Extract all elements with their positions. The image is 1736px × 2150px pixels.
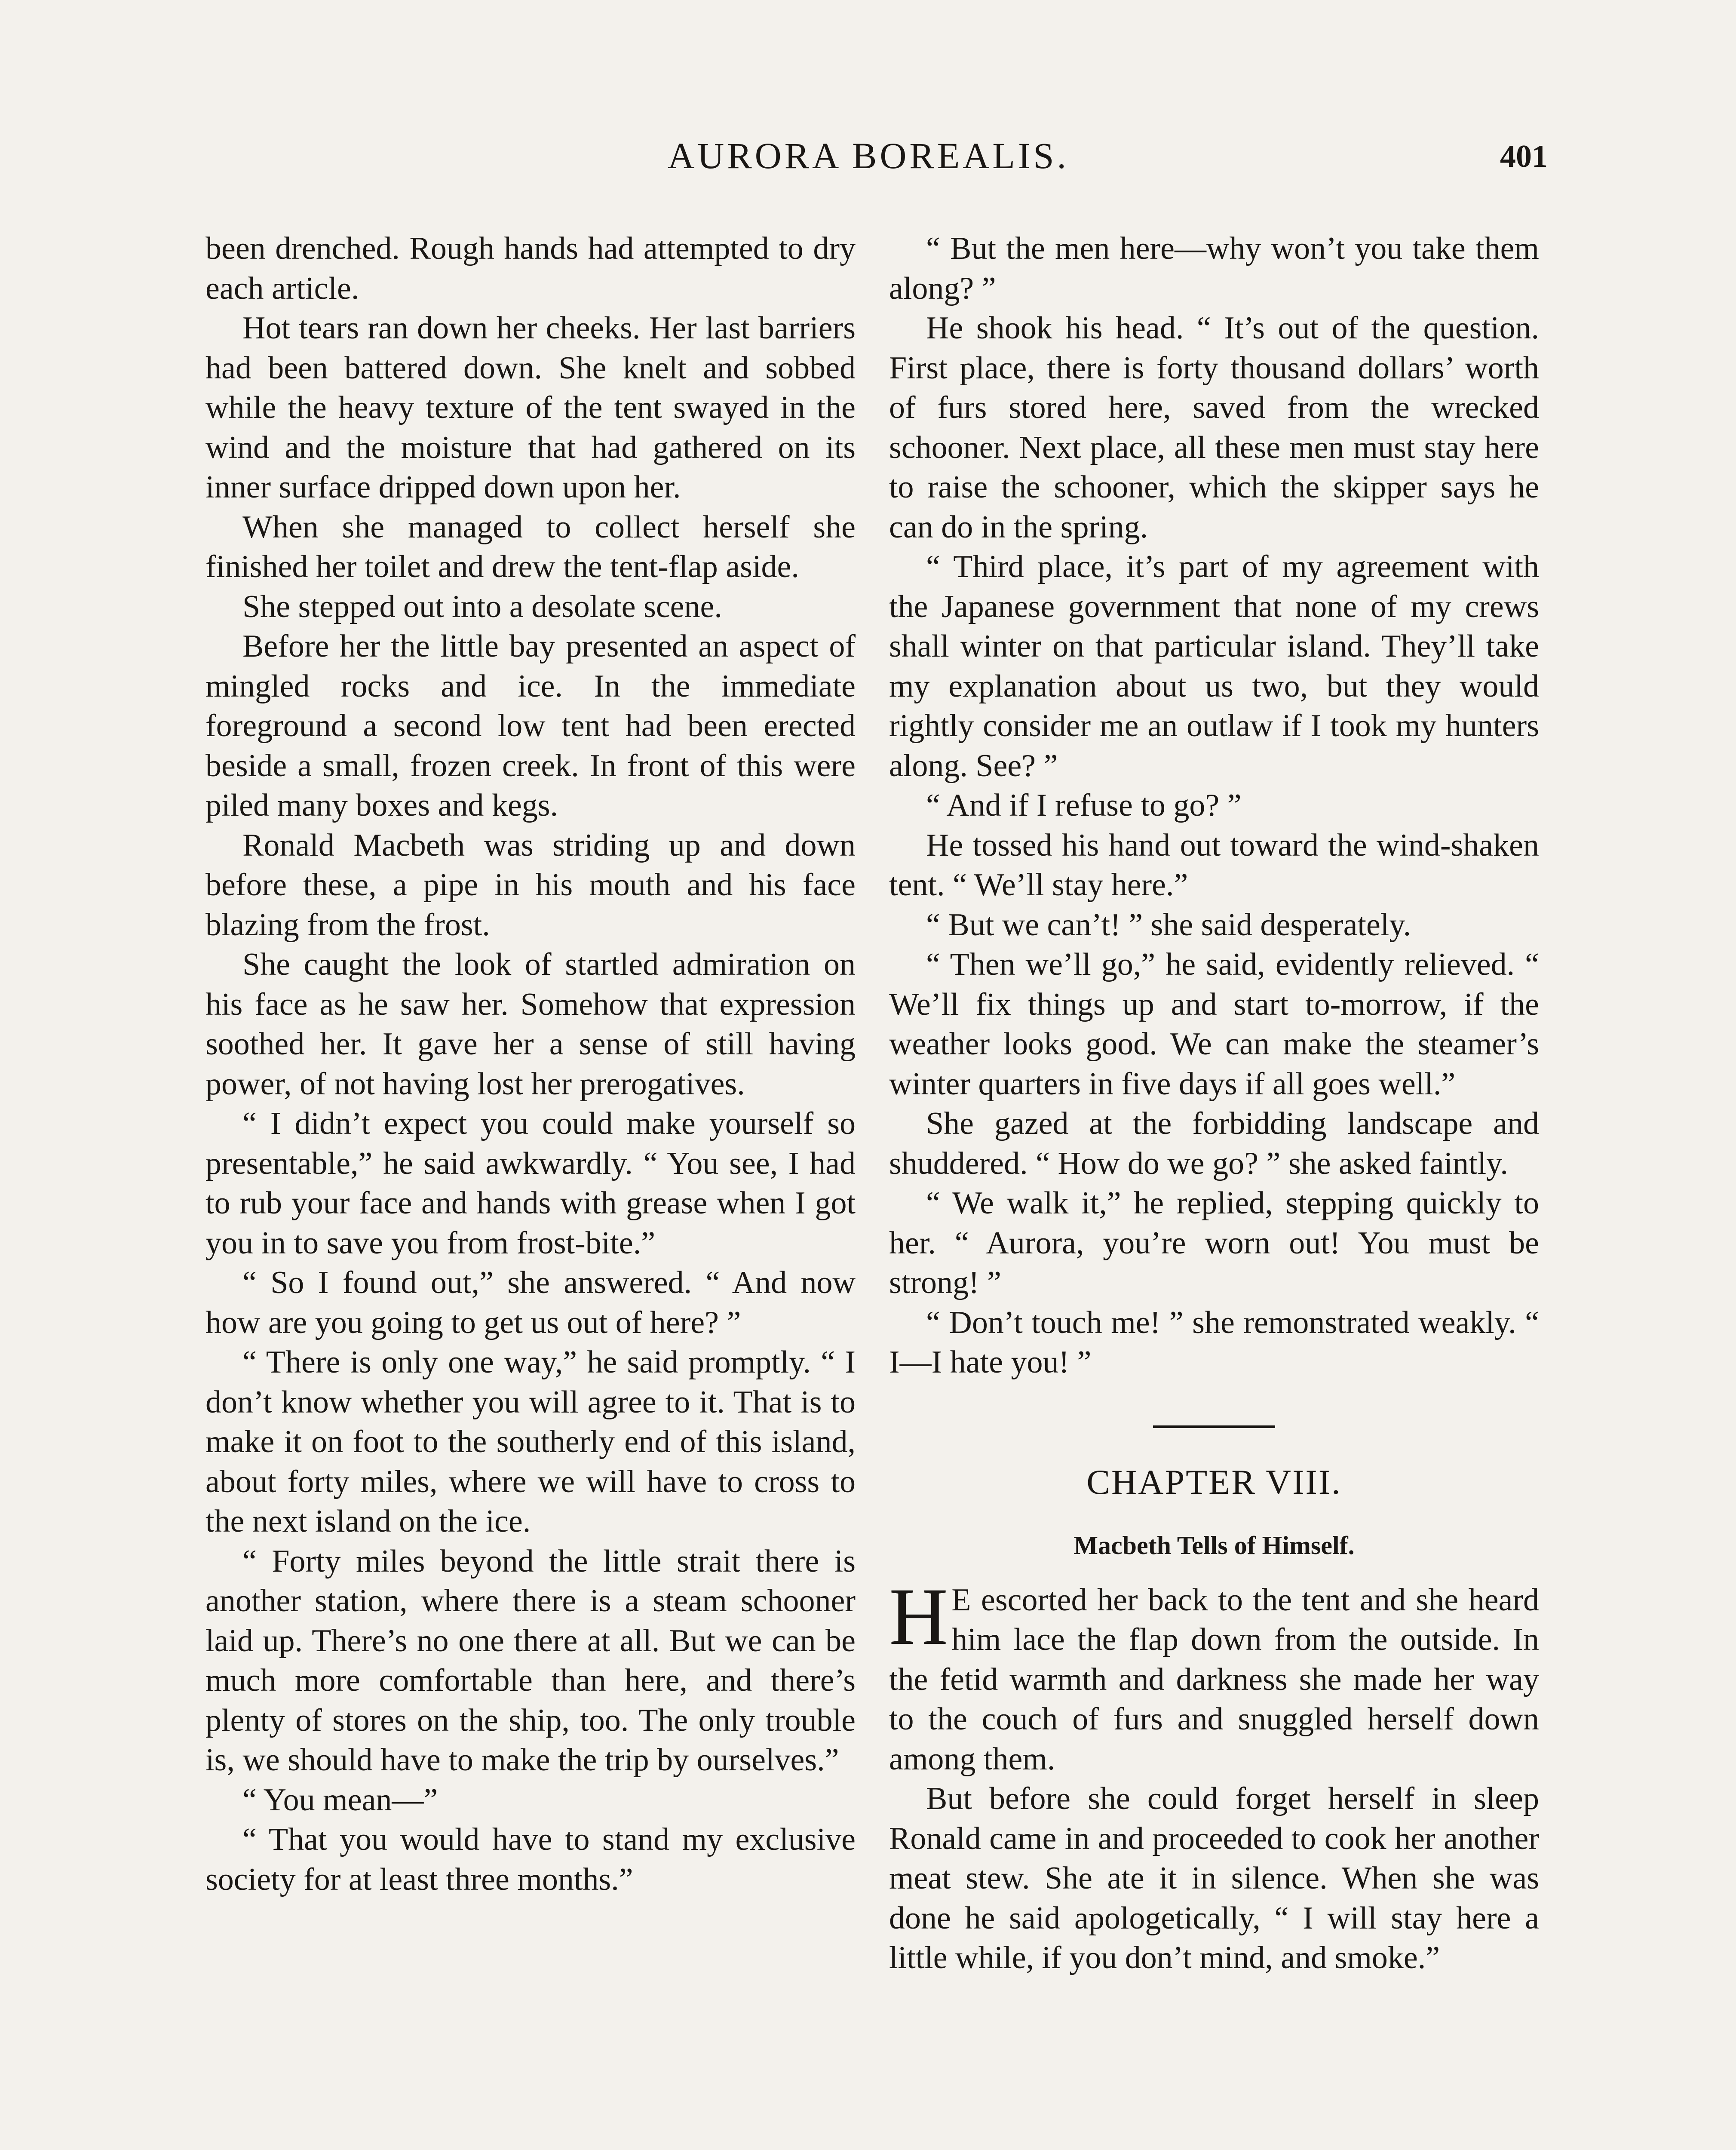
- paragraph: “ You mean—”: [242, 1782, 438, 1818]
- paragraph: She stepped out into a desolate scene.: [242, 589, 722, 624]
- paragraph: “ Then we’ll go,” he said, evidently relieved. “ We’ll fix things up and start to-morrow, if the weather looks good. We can make the steamer’s winter quarters in five days if all goes well.”: [889, 947, 1539, 1102]
- paragraph: “ And if I refuse to go? ”: [926, 788, 1242, 823]
- paragraph: He tossed his hand out toward the wind-shaken tent. “ We’ll stay here.”: [889, 827, 1539, 903]
- chapter-heading: CHAPTER VIII.: [1086, 1462, 1342, 1502]
- paragraph: “ But the men here—why won’t you take them along? ”: [889, 231, 1539, 306]
- paragraph: “ Don’t touch me! ” she remonstrated weakly. “ I—I hate you! ”: [889, 1305, 1539, 1380]
- paragraph: “ But we can’t! ” she said desperately.: [926, 907, 1411, 943]
- paragraph: “ Forty miles beyond the little strait there is another station, where there is a steam schooner laid up. There’s no one there at all. But we can be much more comfortable than here, and there’s plenty of stores on the ship, too. The only trouble is, we should have to make the trip by ourselves.”: [205, 1543, 856, 1778]
- paragraph: “ I didn’t expect you could make yourself so presentable,” he said awkwardly. “ You see, I had to rub your face and hands with grease when I got you in to save you from frost-bite.”: [205, 1106, 856, 1261]
- right-column: [889, 229, 1539, 1978]
- paragraph: Ronald Macbeth was striding up and down before these, a pipe in his mouth and his face blazing from the frost.: [205, 827, 856, 943]
- paragraph: She caught the look of startled admiration on his face as he saw her. Somehow that expression soothed her. It gave her a sense of still having power, of not having lost her prerogatives.: [205, 947, 856, 1102]
- paragraph: Hot tears ran down her cheeks. Her last barriers had been battered down. She knelt and sobbed while the heavy texture of the tent swayed in the wind and the moisture that had gathered on its inner surface dripped down upon her.: [205, 310, 856, 505]
- chapter-first-paragraph-text: E escorted her back to the tent and she heard him lace the flap down from the outside. In the fetid warmth and darkness she made her way to the couch of furs and snuggled herself down among them.: [889, 1582, 1539, 1777]
- page-number: 401: [1500, 139, 1548, 174]
- left-column: [205, 229, 856, 1899]
- paragraph: been drenched. Rough hands had attempted to dry each article.: [205, 231, 856, 306]
- paragraph: “ That you would have to stand my exclusive society for at least three months.”: [205, 1822, 856, 1897]
- paragraph: Before her the little bay presented an aspect of mingled rocks and ice. In the immediate foreground a second low tent had been erected beside a small, frozen creek. In front of this were piled many boxes and kegs.: [205, 629, 856, 823]
- section-divider: [1153, 1425, 1275, 1428]
- paragraph: She gazed at the forbidding landscape and shuddered. “ How do we go? ” she asked faintly.: [889, 1106, 1539, 1181]
- paragraph: But before she could forget herself in sleep Ronald came in and proceeded to cook her another meat stew. She ate it in silence. When she was done he said apologetically, “ I will stay here a little while, if you don’t mind, and smoke.”: [889, 1781, 1539, 1975]
- chapter-first-paragraph: [889, 1571, 1539, 1779]
- drop-cap: H: [889, 1571, 948, 1662]
- chapter-subtitle: Macbeth Tells of Himself.: [1073, 1531, 1355, 1560]
- paragraph: When she managed to collect herself she finished her toilet and drew the tent-flap aside.: [205, 509, 856, 584]
- paragraph: “ There is only one way,” he said promptly. “ I don’t know whether you will agree to it. That is to make it on foot to the southerly end of this island, about forty miles, where we will have to cross to the next island on the ice.: [205, 1345, 856, 1539]
- paragraph: “ We walk it,” he replied, stepping quickly to her. “ Aurora, you’re worn out! You must be strong! ”: [889, 1186, 1539, 1300]
- paragraph: “ Third place, it’s part of my agreement with the Japanese government that none of my crews shall winter on that particular island. They’ll take my explanation about us two, but they would rightly consider me an outlaw if I took my hunters along. See? ”: [889, 549, 1539, 783]
- paragraph: “ So I found out,” she answered. “ And now how are you going to get us out of here? ”: [205, 1265, 856, 1340]
- running-title: AURORA BOREALIS.: [668, 135, 1069, 176]
- paragraph: He shook his head. “ It’s out of the question. First place, there is forty thousand dollars’ worth of furs stored here, saved from the wrecked schooner. Next place, all these men must stay here to raise the schooner, which the skipper says he can do in the spring.: [889, 310, 1539, 545]
